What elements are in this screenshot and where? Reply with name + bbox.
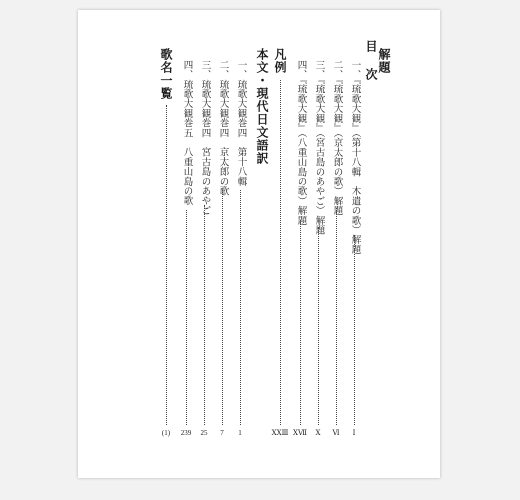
leader-dots [240,190,241,425]
entry-title: 琉歌大観巻四 第十八輯 [235,79,247,187]
leader-dots [166,105,167,425]
toc-entry [218,60,228,196]
page-number: Ⅰ [352,429,356,437]
leader-dots [222,190,223,425]
entry-title: 琉歌大観巻五 八重山島の歌 [181,79,193,206]
entry-title: 『琉歌大観』（京太郎の歌）解題 [331,79,343,216]
page-number: (1) [161,429,171,437]
section-heading-hanrei: 凡例 [273,48,287,74]
entry-number: 四、 [181,60,193,80]
toc-title: 目 次 [364,40,378,82]
entry-title: 『琉歌大観』（第十八輯 木遣の歌）解題 [349,79,361,255]
page-number: Ⅹ [315,429,321,437]
toc-entry [350,60,360,254]
entry-number: 三、 [199,60,211,80]
entry-title: 『琉歌大観』（八重山島の歌）解題 [295,79,307,226]
leader-dots [204,205,205,425]
entry-number: 三、 [313,60,325,80]
page-number: Ⅵ [332,429,340,437]
section-heading-kaidai: 解題 [377,48,391,74]
page-number: 7 [220,429,224,437]
entry-title: 琉歌大観巻四 宮古島のあやご [199,79,211,216]
page-number: ⅩⅦ [292,429,308,437]
page-number: 1 [238,429,242,437]
page-number: ⅩⅩⅢ [271,429,289,437]
leader-dots [186,210,187,425]
entry-number: 二、 [331,60,343,80]
toc-entry [182,60,192,206]
entry-title: 『琉歌大観』（宮古島のあやご）解題 [313,79,325,235]
leader-dots [280,80,281,425]
toc-entry [332,60,342,215]
book-page [78,10,440,478]
section-heading-kamei: 歌名一覧 [159,48,173,100]
toc-entry [200,60,210,215]
leader-dots [336,208,337,425]
section-heading-honbun: 本文・現代日文語訳 [255,48,269,165]
toc-entry [296,60,306,225]
leader-dots [300,220,301,425]
page-number: 25 [200,429,208,437]
toc-entry [314,60,324,235]
leader-dots [318,227,319,425]
entry-number: 四、 [295,60,307,80]
toc-entry [236,60,246,186]
entry-number: 二、 [217,60,229,80]
leader-dots [354,235,355,425]
entry-number: 一、 [235,60,247,80]
page-number: 239 [180,429,192,437]
entry-number: 一、 [349,60,361,80]
entry-title: 琉歌大観巻四 京太郎の歌 [217,79,229,196]
